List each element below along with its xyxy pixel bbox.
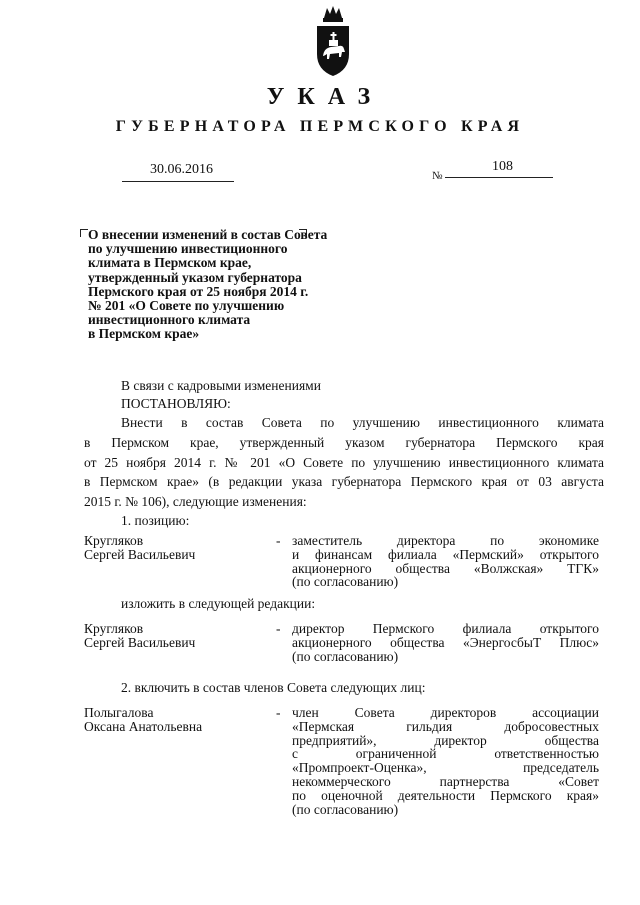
heading-bracket-left bbox=[80, 229, 88, 237]
entry-3-name: Оксана Анатольевна bbox=[84, 719, 203, 734]
replace-with-label: изложить в следующей редакции: bbox=[121, 596, 316, 611]
number-underline bbox=[445, 177, 553, 178]
description-line: член Совета директоров ассоциации bbox=[292, 705, 599, 720]
description-line: некоммерческого партнерства «Совет bbox=[292, 773, 599, 789]
main-paragraph bbox=[84, 413, 604, 512]
entry-1-description bbox=[292, 534, 599, 589]
entry-1-name: Сергей Васильевич bbox=[84, 547, 196, 562]
paragraph-line: в Пермском крае, утвержденный указом губернатора Пермского края bbox=[84, 434, 604, 450]
document-number: 108 bbox=[492, 159, 513, 174]
description-line: «Промпроект-Оценка», председатель bbox=[292, 760, 599, 776]
coat-of-arms-emblem bbox=[312, 4, 354, 84]
item-1-label: 1. позицию: bbox=[121, 513, 190, 528]
description-line: (по согласованию) bbox=[292, 801, 399, 817]
description-line: и финансам филиала «Пермский» открытого bbox=[292, 546, 599, 562]
description-line: (по согласованию) bbox=[292, 648, 399, 664]
entry-1-dash: - bbox=[276, 533, 281, 548]
item-2-label: 2. включить в состав членов Совета следующих лиц: bbox=[121, 680, 426, 695]
entry-2-surname: Кругляков bbox=[84, 621, 144, 636]
heading-line: № 201 «О Совете по улучшению bbox=[88, 298, 285, 314]
entry-1-surname: Кругляков bbox=[84, 533, 144, 548]
document-date: 30.06.2016 bbox=[150, 162, 213, 177]
number-label: № bbox=[432, 170, 443, 182]
resolve-text: ПОСТАНОВЛЯЮ: bbox=[121, 396, 231, 411]
description-line: заместитель директора по экономике bbox=[292, 533, 599, 548]
description-line: по оценочной деятельности Пермского края» bbox=[292, 787, 599, 803]
document-subtitle: ГУБЕРНАТОРА ПЕРМСКОГО КРАЯ bbox=[115, 118, 525, 135]
entry-3-surname: Полыгалова bbox=[84, 705, 154, 720]
description-line: акционерного общества «Волжская» ТГК» bbox=[292, 560, 599, 576]
heading-line: О внесении изменений в состав Совета bbox=[88, 227, 328, 242]
date-underline bbox=[122, 181, 234, 182]
heading-line: климата в Пермском крае, bbox=[88, 255, 252, 271]
heading-line: инвестиционного климата bbox=[88, 312, 251, 328]
document-heading bbox=[88, 228, 378, 342]
entry-2-dash: - bbox=[276, 621, 281, 636]
paragraph-line: 2015 г. № 106), следующие изменения: bbox=[84, 494, 307, 510]
heading-line: в Пермском крае» bbox=[88, 326, 200, 342]
description-line: «Пермская гильдия добросовестных bbox=[292, 718, 599, 734]
paragraph-line: от 25 ноября 2014 г. № 201 «О Совете по улучшению инвестиционного климата bbox=[84, 454, 604, 470]
description-line: (по согласованию) bbox=[292, 574, 399, 590]
description-line: предприятий», директор общества bbox=[292, 732, 599, 748]
heading-line: утвержденный указом губернатора bbox=[88, 269, 302, 285]
heading-line: Пермского края от 25 ноября 2014 г. bbox=[88, 283, 309, 299]
entry-3-description bbox=[292, 706, 599, 816]
description-line: акционерного общества «ЭнергосбыТ Плюс» bbox=[292, 634, 599, 650]
description-line: директор Пермского филиала открытого bbox=[292, 621, 599, 636]
paragraph-line: в Пермском крае» (в редакции указа губернатора Пермского края от 03 августа bbox=[84, 474, 604, 490]
paragraph-line: Внести в состав Совета по улучшению инвестиционного климата bbox=[121, 415, 604, 430]
entry-3-dash: - bbox=[276, 705, 281, 720]
intro-text: В связи с кадровыми изменениями bbox=[121, 378, 321, 393]
entry-2-name: Сергей Васильевич bbox=[84, 635, 196, 650]
document-title: УКАЗ bbox=[266, 84, 384, 110]
heading-line: по улучшению инвестиционного bbox=[88, 241, 288, 257]
entry-2-description bbox=[292, 622, 599, 663]
description-line: с ограниченной ответственностью bbox=[292, 746, 599, 762]
